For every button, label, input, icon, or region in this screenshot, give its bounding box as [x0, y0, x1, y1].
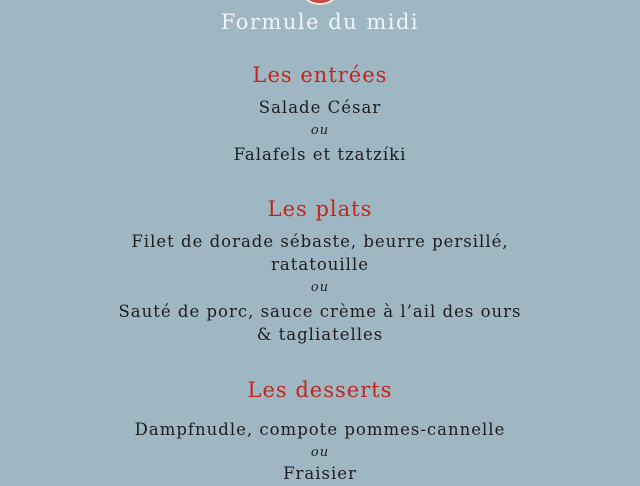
section-heading-entrees: Les entrées — [252, 63, 388, 87]
entree-separator: ou — [310, 123, 330, 138]
plat-option-1-line-2: ratatouille — [271, 255, 369, 274]
restaurant-seal-icon — [301, 0, 339, 6]
dessert-option-2: Fraisier — [283, 464, 357, 483]
plat-option-1-line-1: Filet de dorade sébaste, beurre persillé, — [131, 232, 509, 251]
plat-separator: ou — [310, 280, 330, 295]
entree-option-1: Salade César — [258, 98, 382, 117]
plat-option-2-line-1: Sauté de porc, sauce crème à l’ail des ours — [118, 302, 522, 321]
dessert-separator: ou — [310, 445, 330, 460]
plat-option-2-line-2: & tagliatelles — [256, 325, 384, 344]
menu-title: Formule du midi — [220, 10, 420, 34]
section-heading-plats: Les plats — [267, 197, 373, 221]
dessert-option-1: Dampfnudle, compote pommes-cannelle — [134, 420, 506, 439]
section-heading-desserts: Les desserts — [247, 378, 393, 402]
entree-option-2: Falafels et tzatzíki — [233, 145, 407, 164]
